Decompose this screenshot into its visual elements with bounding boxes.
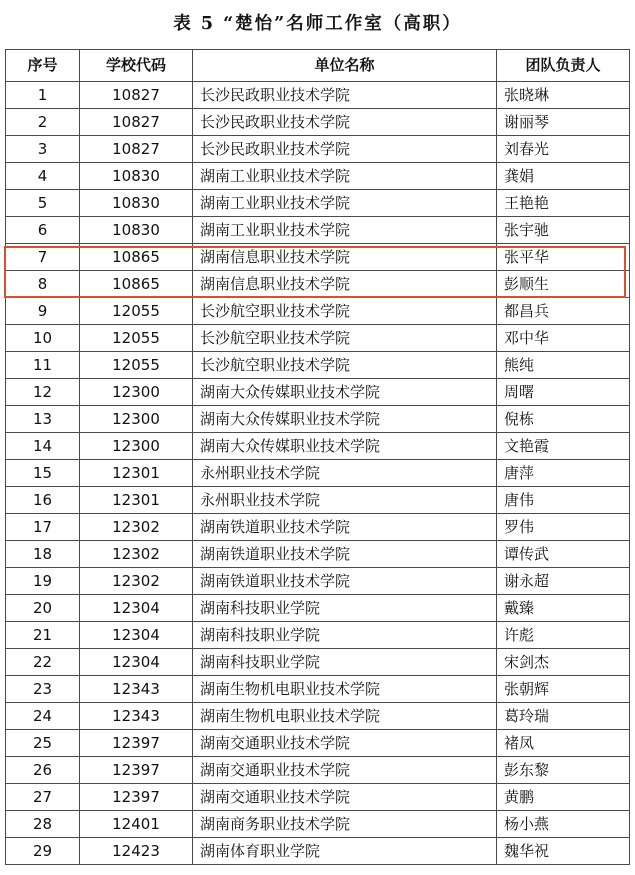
cell-school-code: 12397 <box>80 784 193 811</box>
cell-team-leader: 魏华祝 <box>497 838 630 865</box>
cell-index: 26 <box>6 757 80 784</box>
cell-school-code: 12423 <box>80 838 193 865</box>
table-row <box>6 190 630 217</box>
cell-team-leader: 文艳霞 <box>497 433 630 460</box>
cell-unit-name: 湖南商务职业技术学院 <box>193 811 497 838</box>
cell-index: 6 <box>6 217 80 244</box>
cell-unit-name: 湖南交通职业技术学院 <box>193 757 497 784</box>
cell-unit-name: 湖南科技职业学院 <box>193 622 497 649</box>
table-row <box>6 433 630 460</box>
table-row <box>6 703 630 730</box>
cell-unit-name: 湖南工业职业技术学院 <box>193 217 497 244</box>
cell-index: 14 <box>6 433 80 460</box>
cell-unit-name: 湖南铁道职业技术学院 <box>193 541 497 568</box>
table-row <box>6 82 630 109</box>
cell-team-leader: 张晓琳 <box>497 82 630 109</box>
cell-team-leader: 戴臻 <box>497 595 630 622</box>
cell-index: 8 <box>6 271 80 298</box>
header-school-code: 学校代码 <box>80 50 193 82</box>
cell-index: 28 <box>6 811 80 838</box>
cell-team-leader: 都昌兵 <box>497 298 630 325</box>
cell-index: 13 <box>6 406 80 433</box>
cell-unit-name: 长沙民政职业技术学院 <box>193 109 497 136</box>
cell-index: 21 <box>6 622 80 649</box>
cell-index: 11 <box>6 352 80 379</box>
cell-unit-name: 湖南信息职业技术学院 <box>193 271 497 298</box>
cell-unit-name: 湖南科技职业学院 <box>193 595 497 622</box>
cell-index: 16 <box>6 487 80 514</box>
cell-team-leader: 周曙 <box>497 379 630 406</box>
table-body <box>6 82 630 865</box>
cell-index: 4 <box>6 163 80 190</box>
table-title: 表 5 “楚怡”名师工作室（高职） <box>173 14 462 34</box>
cell-school-code: 12304 <box>80 595 193 622</box>
cell-school-code: 12401 <box>80 811 193 838</box>
cell-school-code: 10830 <box>80 163 193 190</box>
cell-unit-name: 湖南工业职业技术学院 <box>193 163 497 190</box>
cell-team-leader: 刘春光 <box>497 136 630 163</box>
cell-school-code: 12301 <box>80 460 193 487</box>
cell-team-leader: 彭顺生 <box>497 271 630 298</box>
cell-team-leader: 谭传武 <box>497 541 630 568</box>
cell-index: 15 <box>6 460 80 487</box>
cell-school-code: 12302 <box>80 541 193 568</box>
cell-team-leader: 罗伟 <box>497 514 630 541</box>
cell-school-code: 12397 <box>80 730 193 757</box>
cell-school-code: 12055 <box>80 298 193 325</box>
cell-school-code: 12397 <box>80 757 193 784</box>
header-unit-name: 单位名称 <box>193 50 497 82</box>
cell-team-leader: 龚娟 <box>497 163 630 190</box>
cell-unit-name: 湖南大众传媒职业技术学院 <box>193 406 497 433</box>
cell-index: 23 <box>6 676 80 703</box>
cell-unit-name: 长沙民政职业技术学院 <box>193 82 497 109</box>
table-row <box>6 811 630 838</box>
cell-index: 24 <box>6 703 80 730</box>
cell-index: 9 <box>6 298 80 325</box>
cell-school-code: 12300 <box>80 406 193 433</box>
table-row <box>6 244 630 271</box>
cell-team-leader: 唐萍 <box>497 460 630 487</box>
cell-unit-name: 湖南铁道职业技术学院 <box>193 514 497 541</box>
cell-index: 10 <box>6 325 80 352</box>
cell-index: 7 <box>6 244 80 271</box>
cell-team-leader: 许彪 <box>497 622 630 649</box>
cell-index: 27 <box>6 784 80 811</box>
cell-school-code: 12055 <box>80 352 193 379</box>
cell-index: 17 <box>6 514 80 541</box>
table-row <box>6 217 630 244</box>
cell-unit-name: 永州职业技术学院 <box>193 460 497 487</box>
cell-index: 12 <box>6 379 80 406</box>
cell-team-leader: 王艳艳 <box>497 190 630 217</box>
cell-index: 19 <box>6 568 80 595</box>
table-header-row <box>6 50 630 82</box>
table-row <box>6 352 630 379</box>
cell-unit-name: 湖南生物机电职业技术学院 <box>193 703 497 730</box>
cell-school-code: 12304 <box>80 622 193 649</box>
table-row <box>6 676 630 703</box>
table-row <box>6 595 630 622</box>
cell-team-leader: 邓中华 <box>497 325 630 352</box>
cell-unit-name: 湖南生物机电职业技术学院 <box>193 676 497 703</box>
cell-unit-name: 湖南工业职业技术学院 <box>193 190 497 217</box>
table-row <box>6 136 630 163</box>
cell-team-leader: 唐伟 <box>497 487 630 514</box>
table-row <box>6 109 630 136</box>
cell-unit-name: 长沙民政职业技术学院 <box>193 136 497 163</box>
cell-unit-name: 长沙航空职业技术学院 <box>193 298 497 325</box>
cell-school-code: 10865 <box>80 244 193 271</box>
cell-team-leader: 张朝辉 <box>497 676 630 703</box>
cell-school-code: 10827 <box>80 82 193 109</box>
table-row <box>6 622 630 649</box>
cell-school-code: 10830 <box>80 217 193 244</box>
table-row <box>6 838 630 865</box>
cell-school-code: 12302 <box>80 514 193 541</box>
cell-team-leader: 杨小燕 <box>497 811 630 838</box>
cell-index: 5 <box>6 190 80 217</box>
cell-unit-name: 湖南体育职业学院 <box>193 838 497 865</box>
cell-school-code: 12304 <box>80 649 193 676</box>
cell-school-code: 10830 <box>80 190 193 217</box>
header-index: 序号 <box>6 50 80 82</box>
cell-school-code: 10865 <box>80 271 193 298</box>
cell-unit-name: 湖南大众传媒职业技术学院 <box>193 379 497 406</box>
cell-school-code: 12300 <box>80 433 193 460</box>
cell-unit-name: 长沙航空职业技术学院 <box>193 325 497 352</box>
cell-index: 2 <box>6 109 80 136</box>
teacher-studio-table <box>5 49 630 865</box>
cell-school-code: 12343 <box>80 676 193 703</box>
cell-team-leader: 张宇驰 <box>497 217 630 244</box>
cell-team-leader: 倪栋 <box>497 406 630 433</box>
cell-school-code: 12301 <box>80 487 193 514</box>
table-row <box>6 514 630 541</box>
cell-index: 3 <box>6 136 80 163</box>
table-row <box>6 649 630 676</box>
table-row <box>6 784 630 811</box>
table-row <box>6 757 630 784</box>
cell-school-code: 12343 <box>80 703 193 730</box>
cell-team-leader: 熊纯 <box>497 352 630 379</box>
table-row <box>6 460 630 487</box>
cell-team-leader: 张平华 <box>497 244 630 271</box>
table-row <box>6 487 630 514</box>
cell-index: 22 <box>6 649 80 676</box>
cell-unit-name: 湖南交通职业技术学院 <box>193 730 497 757</box>
cell-school-code: 12302 <box>80 568 193 595</box>
cell-school-code: 12300 <box>80 379 193 406</box>
cell-team-leader: 褚凤 <box>497 730 630 757</box>
table-row <box>6 163 630 190</box>
table-row <box>6 730 630 757</box>
table-row <box>6 271 630 298</box>
cell-index: 18 <box>6 541 80 568</box>
table-row <box>6 568 630 595</box>
cell-school-code: 10827 <box>80 109 193 136</box>
table-row <box>6 406 630 433</box>
cell-school-code: 10827 <box>80 136 193 163</box>
cell-team-leader: 黄鹏 <box>497 784 630 811</box>
cell-unit-name: 湖南科技职业学院 <box>193 649 497 676</box>
cell-index: 20 <box>6 595 80 622</box>
cell-unit-name: 永州职业技术学院 <box>193 487 497 514</box>
cell-team-leader: 谢永超 <box>497 568 630 595</box>
cell-unit-name: 湖南交通职业技术学院 <box>193 784 497 811</box>
cell-unit-name: 湖南大众传媒职业技术学院 <box>193 433 497 460</box>
cell-team-leader: 谢丽琴 <box>497 109 630 136</box>
cell-unit-name: 长沙航空职业技术学院 <box>193 352 497 379</box>
table-row <box>6 298 630 325</box>
table-row <box>6 541 630 568</box>
cell-team-leader: 彭东黎 <box>497 757 630 784</box>
cell-unit-name: 湖南信息职业技术学院 <box>193 244 497 271</box>
header-team-leader: 团队负责人 <box>497 50 630 82</box>
table-row <box>6 379 630 406</box>
cell-index: 25 <box>6 730 80 757</box>
table-row <box>6 325 630 352</box>
cell-school-code: 12055 <box>80 325 193 352</box>
cell-unit-name: 湖南铁道职业技术学院 <box>193 568 497 595</box>
cell-team-leader: 宋剑杰 <box>497 649 630 676</box>
cell-index: 29 <box>6 838 80 865</box>
cell-index: 1 <box>6 82 80 109</box>
cell-team-leader: 葛玲瑞 <box>497 703 630 730</box>
